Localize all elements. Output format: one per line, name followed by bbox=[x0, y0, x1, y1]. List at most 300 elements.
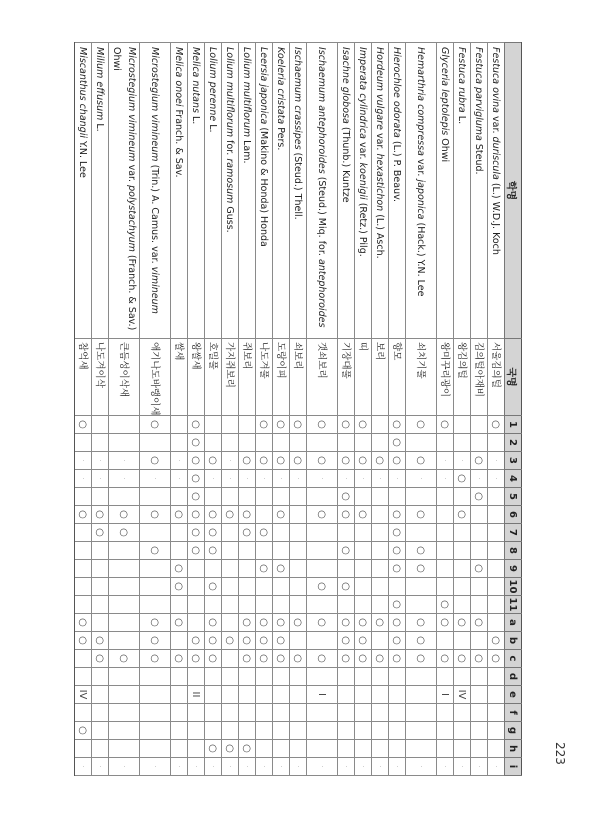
occurrence-cell-b bbox=[307, 632, 338, 650]
scientific-name-part: antephoroides bbox=[316, 258, 328, 328]
scientific-name bbox=[256, 43, 273, 339]
occurrence-cell-g bbox=[471, 722, 488, 740]
occurrence-cell-h: ○ bbox=[222, 740, 239, 758]
scientific-name bbox=[338, 43, 355, 339]
occurrence-cell-10 bbox=[389, 578, 406, 596]
table-row bbox=[307, 43, 338, 776]
table-row bbox=[488, 43, 505, 776]
occurrence-cell-11 bbox=[140, 596, 171, 614]
occurrence-cell-6: ○ bbox=[338, 506, 355, 524]
occurrence-cell-h bbox=[307, 740, 338, 758]
occurrence-cell-b: ○ bbox=[188, 632, 205, 650]
occurrence-cell-10: ○ bbox=[338, 578, 355, 596]
scientific-name-part: Guss. bbox=[224, 203, 236, 233]
occurrence-cell-c: ○ bbox=[273, 650, 290, 668]
occurrence-cell-h bbox=[171, 740, 188, 758]
scientific-name-part: L. bbox=[207, 121, 219, 133]
korean-name: 나도겨풀 bbox=[256, 339, 273, 416]
occurrence-cell-6: ○ bbox=[205, 506, 222, 524]
occurrence-cell-6: ○ bbox=[140, 506, 171, 524]
occurrence-cell-d bbox=[256, 668, 273, 686]
occurrence-cell-c: ○ bbox=[256, 650, 273, 668]
occurrence-cell-4: · bbox=[372, 470, 389, 488]
occurrence-cell-3: ○ bbox=[406, 452, 437, 470]
occurrence-cell-1: ○ bbox=[338, 416, 355, 434]
scientific-name-part: (L.) Asch. bbox=[374, 211, 386, 259]
occurrence-cell-d bbox=[307, 668, 338, 686]
occurrence-cell-3: · bbox=[109, 452, 140, 470]
table-row bbox=[140, 43, 171, 776]
scientific-name bbox=[372, 43, 389, 339]
occurrence-cell-8 bbox=[372, 542, 389, 560]
occurrence-cell-a: ○ bbox=[290, 614, 307, 632]
occurrence-cell-c: ○ bbox=[92, 650, 109, 668]
occurrence-cell-5 bbox=[290, 488, 307, 506]
occurrence-cell-h bbox=[389, 740, 406, 758]
scientific-name-part: Microstegium vimineum bbox=[149, 47, 161, 162]
occurrence-cell-h bbox=[273, 740, 290, 758]
occurrence-cell-a bbox=[92, 614, 109, 632]
occurrence-cell-d bbox=[205, 668, 222, 686]
occurrence-cell-2 bbox=[92, 434, 109, 452]
occurrence-cell-6: ○ bbox=[406, 506, 437, 524]
occurrence-cell-a: ○ bbox=[307, 614, 338, 632]
occurrence-cell-11 bbox=[171, 596, 188, 614]
table-row bbox=[355, 43, 372, 776]
occurrence-cell-h: ○ bbox=[239, 740, 256, 758]
occurrence-cell-g bbox=[188, 722, 205, 740]
occurrence-cell-c: ○ bbox=[488, 650, 505, 668]
occurrence-cell-5: ○ bbox=[188, 488, 205, 506]
header-column-b: b bbox=[505, 632, 522, 650]
occurrence-cell-5 bbox=[92, 488, 109, 506]
occurrence-cell-f bbox=[471, 704, 488, 722]
occurrence-cell-i: · bbox=[372, 758, 389, 776]
occurrence-cell-10 bbox=[222, 578, 239, 596]
korean-name: 김의털아재비 bbox=[471, 339, 488, 416]
occurrence-cell-d bbox=[471, 668, 488, 686]
occurrence-cell-i: · bbox=[389, 758, 406, 776]
occurrence-cell-5 bbox=[454, 488, 471, 506]
occurrence-cell-e bbox=[338, 686, 355, 704]
species-table bbox=[74, 42, 522, 776]
occurrence-cell-c: ○ bbox=[355, 650, 372, 668]
occurrence-cell-c: ○ bbox=[406, 650, 437, 668]
occurrence-cell-7: ○ bbox=[109, 524, 140, 542]
occurrence-cell-d bbox=[92, 668, 109, 686]
scientific-name-part: var. bbox=[126, 161, 137, 186]
rotated-table-container bbox=[77, 42, 522, 775]
occurrence-cell-5 bbox=[372, 488, 389, 506]
occurrence-cell-2 bbox=[222, 434, 239, 452]
scientific-name bbox=[389, 43, 406, 339]
scientific-name-part: polystachyum bbox=[126, 185, 137, 252]
occurrence-cell-f bbox=[273, 704, 290, 722]
page-number: 223 bbox=[553, 742, 567, 765]
scientific-name bbox=[273, 43, 290, 339]
occurrence-cell-1 bbox=[109, 416, 140, 434]
header-column-h: h bbox=[505, 740, 522, 758]
header-column-10: 10 bbox=[505, 578, 522, 596]
occurrence-cell-4: · bbox=[338, 470, 355, 488]
occurrence-cell-10: ○ bbox=[171, 578, 188, 596]
occurrence-cell-c bbox=[75, 650, 92, 668]
occurrence-cell-e bbox=[222, 686, 239, 704]
occurrence-cell-f bbox=[205, 704, 222, 722]
occurrence-cell-i: · bbox=[222, 758, 239, 776]
occurrence-cell-7 bbox=[406, 524, 437, 542]
occurrence-cell-7 bbox=[171, 524, 188, 542]
scientific-name-part: duriscula bbox=[490, 136, 502, 180]
occurrence-cell-h bbox=[92, 740, 109, 758]
occurrence-cell-1: ○ bbox=[256, 416, 273, 434]
occurrence-cell-g bbox=[222, 722, 239, 740]
header-column-11: 11 bbox=[505, 596, 522, 614]
table-row bbox=[256, 43, 273, 776]
korean-name: 쥐보리 bbox=[239, 339, 256, 416]
scientific-name-part: (Thunb.) Kuntze bbox=[340, 123, 352, 203]
occurrence-cell-10 bbox=[256, 578, 273, 596]
occurrence-cell-i: · bbox=[454, 758, 471, 776]
scientific-name bbox=[488, 43, 505, 339]
table-row bbox=[454, 43, 471, 776]
header-column-f: f bbox=[505, 704, 522, 722]
scientific-name-part: Isachne globosa bbox=[340, 47, 352, 124]
occurrence-cell-8 bbox=[307, 542, 338, 560]
occurrence-cell-i: · bbox=[355, 758, 372, 776]
occurrence-cell-5 bbox=[222, 488, 239, 506]
occurrence-cell-9 bbox=[222, 560, 239, 578]
occurrence-cell-e: I bbox=[307, 686, 338, 704]
header-column-1: 1 bbox=[505, 416, 522, 434]
occurrence-cell-e bbox=[355, 686, 372, 704]
occurrence-cell-1: ○ bbox=[140, 416, 171, 434]
occurrence-cell-d bbox=[109, 668, 140, 686]
occurrence-cell-b: ○ bbox=[222, 632, 239, 650]
table-row bbox=[171, 43, 188, 776]
table-row bbox=[406, 43, 437, 776]
occurrence-cell-5 bbox=[205, 488, 222, 506]
scientific-name-part: for. bbox=[224, 137, 236, 159]
occurrence-cell-7: ○ bbox=[205, 524, 222, 542]
occurrence-cell-e: IV bbox=[75, 686, 92, 704]
occurrence-cell-c: ○ bbox=[471, 650, 488, 668]
occurrence-cell-a bbox=[188, 614, 205, 632]
occurrence-cell-d bbox=[437, 668, 454, 686]
table-row bbox=[205, 43, 222, 776]
occurrence-cell-6: ○ bbox=[454, 506, 471, 524]
occurrence-cell-10 bbox=[109, 578, 140, 596]
occurrence-cell-7 bbox=[488, 524, 505, 542]
occurrence-cell-4: · bbox=[273, 470, 290, 488]
scientific-name bbox=[406, 43, 437, 339]
occurrence-cell-6: ○ bbox=[307, 506, 338, 524]
scientific-name-part: L. bbox=[456, 112, 468, 125]
table-row bbox=[437, 43, 454, 776]
occurrence-cell-11 bbox=[75, 596, 92, 614]
occurrence-cell-9 bbox=[205, 560, 222, 578]
occurrence-cell-1 bbox=[205, 416, 222, 434]
occurrence-cell-6 bbox=[471, 506, 488, 524]
occurrence-cell-b: ○ bbox=[75, 632, 92, 650]
occurrence-cell-h bbox=[372, 740, 389, 758]
occurrence-cell-2 bbox=[372, 434, 389, 452]
occurrence-cell-3: · bbox=[454, 452, 471, 470]
occurrence-cell-8 bbox=[437, 542, 454, 560]
occurrence-cell-1 bbox=[454, 416, 471, 434]
occurrence-cell-9 bbox=[488, 560, 505, 578]
korean-name: 도랑이피 bbox=[273, 339, 290, 416]
occurrence-cell-h bbox=[290, 740, 307, 758]
occurrence-cell-1: ○ bbox=[406, 416, 437, 434]
occurrence-cell-d bbox=[406, 668, 437, 686]
korean-name: 나도겨이삭 bbox=[92, 339, 109, 416]
occurrence-cell-9 bbox=[140, 560, 171, 578]
occurrence-cell-a: ○ bbox=[406, 614, 437, 632]
occurrence-cell-h bbox=[488, 740, 505, 758]
scientific-name-part: (L.) P. Beauv. bbox=[391, 137, 403, 203]
occurrence-cell-f bbox=[109, 704, 140, 722]
occurrence-cell-8 bbox=[488, 542, 505, 560]
occurrence-cell-g bbox=[92, 722, 109, 740]
occurrence-cell-h bbox=[471, 740, 488, 758]
occurrence-cell-5 bbox=[256, 488, 273, 506]
occurrence-cell-8: ○ bbox=[140, 542, 171, 560]
occurrence-cell-e bbox=[389, 686, 406, 704]
occurrence-cell-d bbox=[389, 668, 406, 686]
occurrence-cell-11 bbox=[239, 596, 256, 614]
occurrence-cell-i: · bbox=[338, 758, 355, 776]
occurrence-cell-9: ○ bbox=[273, 560, 290, 578]
occurrence-cell-d bbox=[188, 668, 205, 686]
occurrence-cell-4: · bbox=[92, 470, 109, 488]
occurrence-cell-c: ○ bbox=[389, 650, 406, 668]
scientific-name-part: hexastichon bbox=[374, 153, 386, 212]
occurrence-cell-3: ○ bbox=[389, 452, 406, 470]
header-column-4: 4 bbox=[505, 470, 522, 488]
scientific-name bbox=[355, 43, 372, 339]
occurrence-cell-7 bbox=[307, 524, 338, 542]
scientific-name bbox=[239, 43, 256, 339]
occurrence-cell-4: · bbox=[75, 470, 92, 488]
occurrence-cell-8 bbox=[92, 542, 109, 560]
occurrence-cell-c: ○ bbox=[454, 650, 471, 668]
occurrence-cell-h: ○ bbox=[205, 740, 222, 758]
occurrence-cell-8 bbox=[256, 542, 273, 560]
occurrence-cell-10 bbox=[471, 578, 488, 596]
table-row bbox=[222, 43, 239, 776]
occurrence-cell-a: ○ bbox=[75, 614, 92, 632]
occurrence-cell-8: ○ bbox=[406, 542, 437, 560]
occurrence-cell-a: ○ bbox=[239, 614, 256, 632]
occurrence-cell-7 bbox=[140, 524, 171, 542]
occurrence-cell-f bbox=[488, 704, 505, 722]
occurrence-cell-d bbox=[171, 668, 188, 686]
scientific-name-part: var. bbox=[490, 113, 502, 137]
occurrence-cell-d bbox=[338, 668, 355, 686]
occurrence-cell-2 bbox=[355, 434, 372, 452]
occurrence-cell-1: ○ bbox=[307, 416, 338, 434]
occurrence-cell-1: ○ bbox=[188, 416, 205, 434]
occurrence-cell-b: ○ bbox=[488, 632, 505, 650]
occurrence-cell-c: ○ bbox=[171, 650, 188, 668]
header-column-6: 6 bbox=[505, 506, 522, 524]
occurrence-cell-h bbox=[109, 740, 140, 758]
occurrence-cell-i: · bbox=[140, 758, 171, 776]
occurrence-cell-2 bbox=[273, 434, 290, 452]
occurrence-cell-9 bbox=[372, 560, 389, 578]
occurrence-cell-8 bbox=[355, 542, 372, 560]
occurrence-cell-f bbox=[372, 704, 389, 722]
header-column-d: d bbox=[505, 668, 522, 686]
occurrence-cell-e bbox=[488, 686, 505, 704]
occurrence-cell-3: · bbox=[437, 452, 454, 470]
occurrence-cell-e bbox=[273, 686, 290, 704]
occurrence-cell-h bbox=[256, 740, 273, 758]
occurrence-cell-d bbox=[273, 668, 290, 686]
table-row bbox=[239, 43, 256, 776]
occurrence-cell-11 bbox=[188, 596, 205, 614]
occurrence-cell-7: ○ bbox=[239, 524, 256, 542]
scientific-name bbox=[454, 43, 471, 339]
occurrence-cell-7 bbox=[75, 524, 92, 542]
occurrence-cell-2 bbox=[307, 434, 338, 452]
occurrence-cell-8: ○ bbox=[205, 542, 222, 560]
occurrence-cell-9 bbox=[454, 560, 471, 578]
occurrence-cell-6: ○ bbox=[239, 506, 256, 524]
korean-name: 쇠치기풀 bbox=[406, 339, 437, 416]
korean-name: 왕김의털 bbox=[454, 339, 471, 416]
scientific-name-part: koenigii bbox=[357, 162, 369, 200]
occurrence-cell-8: ○ bbox=[389, 542, 406, 560]
occurrence-cell-9 bbox=[290, 560, 307, 578]
occurrence-cell-b: ○ bbox=[389, 632, 406, 650]
occurrence-cell-9: ○ bbox=[471, 560, 488, 578]
occurrence-cell-4: ○ bbox=[454, 470, 471, 488]
occurrence-cell-4: · bbox=[307, 470, 338, 488]
occurrence-cell-2 bbox=[290, 434, 307, 452]
occurrence-cell-7 bbox=[471, 524, 488, 542]
scientific-name-part: Hierochloe odorata bbox=[391, 47, 403, 138]
occurrence-cell-f bbox=[140, 704, 171, 722]
occurrence-cell-a: ○ bbox=[454, 614, 471, 632]
occurrence-cell-10 bbox=[188, 578, 205, 596]
occurrence-cell-6: ○ bbox=[355, 506, 372, 524]
occurrence-cell-d bbox=[372, 668, 389, 686]
occurrence-cell-4: · bbox=[437, 470, 454, 488]
occurrence-cell-3: ○ bbox=[188, 452, 205, 470]
occurrence-cell-3: ○ bbox=[256, 452, 273, 470]
scientific-name-part: Glyceria leptolepis bbox=[439, 47, 451, 136]
scientific-name-part: (Makino & Honda) Honda bbox=[258, 124, 270, 247]
scientific-name-part: var. bbox=[415, 155, 427, 180]
occurrence-cell-b: ○ bbox=[205, 632, 222, 650]
occurrence-cell-1: ○ bbox=[488, 416, 505, 434]
scientific-name-part: Franch. & Sav. bbox=[173, 106, 185, 178]
occurrence-cell-h bbox=[338, 740, 355, 758]
occurrence-cell-f bbox=[222, 704, 239, 722]
occurrence-cell-i: · bbox=[75, 758, 92, 776]
occurrence-cell-2 bbox=[140, 434, 171, 452]
occurrence-cell-h bbox=[437, 740, 454, 758]
occurrence-cell-8 bbox=[273, 542, 290, 560]
occurrence-cell-f bbox=[355, 704, 372, 722]
scientific-name-part: vimineum bbox=[149, 266, 161, 314]
occurrence-cell-9: ○ bbox=[389, 560, 406, 578]
occurrence-cell-2: ○ bbox=[389, 434, 406, 452]
scientific-name-part: Melica nutans bbox=[190, 47, 202, 113]
occurrence-cell-c: ○ bbox=[239, 650, 256, 668]
occurrence-cell-5 bbox=[437, 488, 454, 506]
occurrence-cell-11 bbox=[372, 596, 389, 614]
occurrence-cell-10 bbox=[355, 578, 372, 596]
occurrence-cell-7 bbox=[454, 524, 471, 542]
scientific-name-part: Festuca ovina bbox=[490, 47, 502, 113]
scientific-name-part: Leersia japonica bbox=[258, 47, 270, 125]
occurrence-cell-a bbox=[109, 614, 140, 632]
occurrence-cell-6 bbox=[256, 506, 273, 524]
occurrence-cell-9: ○ bbox=[171, 560, 188, 578]
scientific-name-part: Pers. bbox=[275, 124, 287, 151]
occurrence-cell-6: ○ bbox=[222, 506, 239, 524]
occurrence-cell-b bbox=[471, 632, 488, 650]
occurrence-cell-6: ○ bbox=[109, 506, 140, 524]
occurrence-cell-1: ○ bbox=[389, 416, 406, 434]
occurrence-cell-9 bbox=[239, 560, 256, 578]
scientific-name-part: L. bbox=[190, 112, 202, 125]
occurrence-cell-i: · bbox=[92, 758, 109, 776]
scientific-name bbox=[205, 43, 222, 339]
occurrence-cell-a: ○ bbox=[437, 614, 454, 632]
occurrence-cell-3: ○ bbox=[307, 452, 338, 470]
table-header-row bbox=[505, 43, 522, 776]
occurrence-cell-11 bbox=[471, 596, 488, 614]
scientific-name bbox=[188, 43, 205, 339]
occurrence-cell-3: ○ bbox=[140, 452, 171, 470]
occurrence-cell-e bbox=[205, 686, 222, 704]
occurrence-cell-b: ○ bbox=[92, 632, 109, 650]
occurrence-cell-b: ○ bbox=[239, 632, 256, 650]
occurrence-cell-i: · bbox=[188, 758, 205, 776]
occurrence-cell-h bbox=[75, 740, 92, 758]
occurrence-cell-10 bbox=[75, 578, 92, 596]
occurrence-cell-f bbox=[454, 704, 471, 722]
occurrence-cell-7: ○ bbox=[188, 524, 205, 542]
occurrence-cell-10: ○ bbox=[205, 578, 222, 596]
occurrence-cell-d bbox=[75, 668, 92, 686]
scientific-name-part: Lolium perenne bbox=[207, 47, 219, 122]
occurrence-cell-1 bbox=[471, 416, 488, 434]
occurrence-cell-2 bbox=[454, 434, 471, 452]
occurrence-cell-f bbox=[307, 704, 338, 722]
occurrence-cell-10 bbox=[140, 578, 171, 596]
occurrence-cell-10 bbox=[273, 578, 290, 596]
occurrence-cell-2 bbox=[488, 434, 505, 452]
occurrence-cell-5 bbox=[109, 488, 140, 506]
occurrence-cell-1 bbox=[372, 416, 389, 434]
occurrence-cell-i: · bbox=[109, 758, 140, 776]
occurrence-cell-6: ○ bbox=[389, 506, 406, 524]
scientific-name-part: Microstegium vimineum bbox=[126, 47, 137, 162]
occurrence-cell-b bbox=[437, 632, 454, 650]
occurrence-cell-1 bbox=[92, 416, 109, 434]
occurrence-cell-g bbox=[205, 722, 222, 740]
occurrence-cell-a: ○ bbox=[389, 614, 406, 632]
occurrence-cell-e bbox=[290, 686, 307, 704]
header-column-e: e bbox=[505, 686, 522, 704]
scientific-name bbox=[290, 43, 307, 339]
occurrence-cell-1: ○ bbox=[437, 416, 454, 434]
